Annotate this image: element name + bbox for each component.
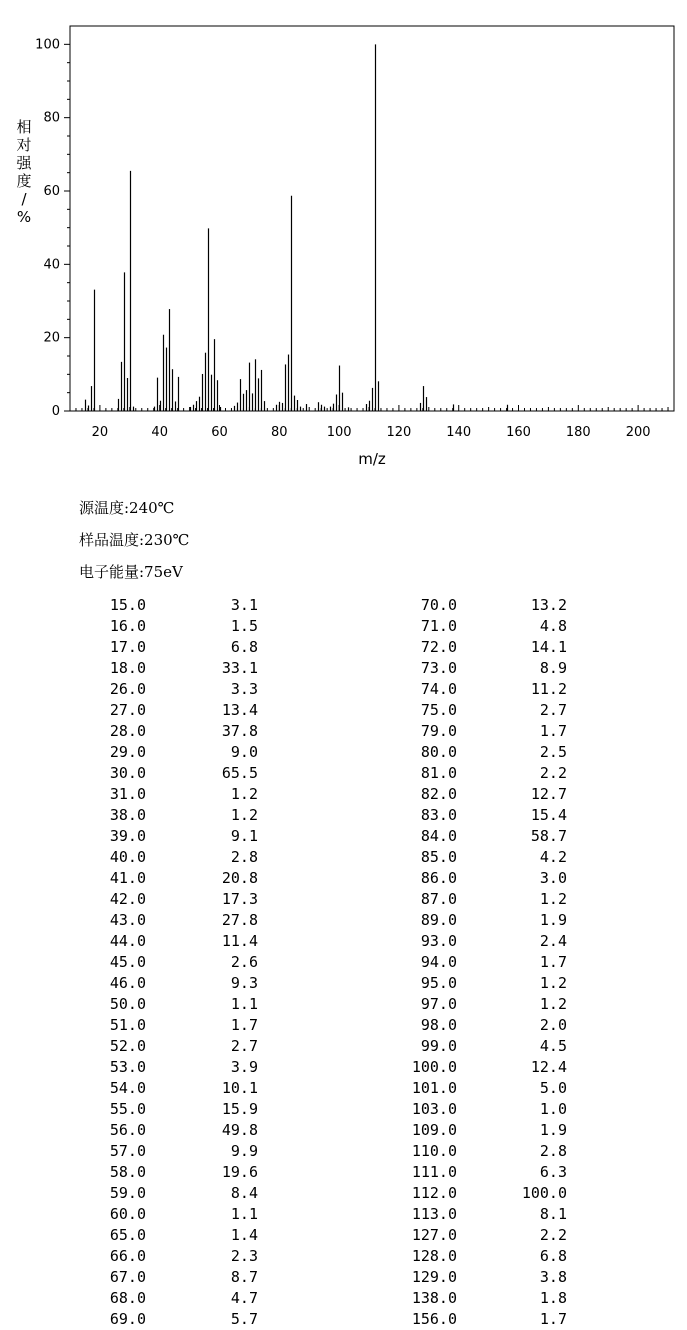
peak-mz: 41.0 (109, 869, 146, 887)
peak-mz: 156.0 (411, 1310, 457, 1328)
peak-abundance: 3.0 (539, 869, 567, 887)
peak-row (0, 1204, 687, 1225)
peak-abundance: 12.7 (530, 785, 567, 803)
peak-abundance: 17.3 (221, 890, 258, 908)
peak-abundance: 15.4 (530, 806, 567, 824)
peak-mz: 52.0 (109, 1037, 146, 1055)
peak-abundance: 33.1 (221, 659, 258, 677)
peak-mz: 53.0 (109, 1058, 146, 1076)
peak-row (0, 1267, 687, 1288)
peak-mz: 111.0 (411, 1163, 457, 1181)
peak-mz: 26.0 (109, 680, 146, 698)
peak-abundance: 6.8 (539, 1247, 567, 1265)
peak-row (0, 1057, 687, 1078)
peak-abundance: 6.8 (230, 638, 258, 656)
peak-mz: 71.0 (420, 617, 457, 635)
peak-mz: 69.0 (109, 1310, 146, 1328)
peak-mz: 44.0 (109, 932, 146, 950)
peak-mz: 46.0 (109, 974, 146, 992)
peak-abundance: 2.4 (539, 932, 567, 950)
y-axis-title (16, 118, 32, 226)
peak-abundance: 1.7 (539, 1310, 567, 1328)
peak-row (0, 952, 687, 973)
peak-abundance: 1.5 (230, 617, 258, 635)
peak-table-right (0, 595, 687, 1330)
x-tick-label: 40 (151, 425, 168, 440)
peak-mz: 93.0 (420, 932, 457, 950)
x-tick-label: 200 (625, 425, 651, 440)
peak-abundance: 1.9 (539, 1121, 567, 1139)
peak-abundance: 1.2 (230, 785, 258, 803)
peak-row (0, 973, 687, 994)
peak-row (0, 763, 687, 784)
peak-mz: 98.0 (420, 1016, 457, 1034)
sample-temperature: 样品温度:230℃ (79, 531, 190, 549)
peak-bars (86, 44, 508, 411)
peak-mz: 55.0 (109, 1100, 146, 1118)
y-axis (35, 37, 70, 419)
peak-mz: 127.0 (411, 1226, 457, 1244)
peak-mz: 81.0 (420, 764, 457, 782)
peak-abundance: 8.7 (230, 1268, 258, 1286)
peak-abundance: 2.8 (539, 1142, 567, 1160)
x-tick-label: 140 (446, 425, 472, 440)
peak-row (0, 616, 687, 637)
peak-mz: 109.0 (411, 1121, 457, 1139)
peak-row (0, 1141, 687, 1162)
peak-mz: 43.0 (109, 911, 146, 929)
peak-row (0, 826, 687, 847)
peak-mz: 51.0 (109, 1016, 146, 1034)
peak-abundance: 1.4 (230, 1226, 258, 1244)
peak-abundance: 100.0 (521, 1184, 567, 1202)
peak-abundance: 6.3 (539, 1163, 567, 1181)
peak-mz: 103.0 (411, 1100, 457, 1118)
y-axis-title-char: / (21, 190, 27, 208)
peak-abundance: 14.1 (530, 638, 567, 656)
peak-abundance: 2.8 (230, 848, 258, 866)
peak-mz: 94.0 (420, 953, 457, 971)
peak-mz: 75.0 (420, 701, 457, 719)
peak-row (0, 1099, 687, 1120)
peak-abundance: 58.7 (530, 827, 567, 845)
peak-mz: 113.0 (411, 1205, 457, 1223)
peak-abundance: 1.7 (539, 722, 567, 740)
mass-spectrum-chart (0, 0, 687, 480)
source-temperature: 源温度:240℃ (79, 499, 175, 517)
peak-mz: 68.0 (109, 1289, 146, 1307)
peak-abundance: 1.2 (539, 890, 567, 908)
peak-abundance: 19.6 (221, 1163, 258, 1181)
peak-abundance: 2.5 (539, 743, 567, 761)
peak-abundance: 2.2 (539, 1226, 567, 1244)
peak-row (0, 889, 687, 910)
peak-row (0, 1225, 687, 1246)
peak-row (0, 595, 687, 616)
peak-mz: 50.0 (109, 995, 146, 1013)
peak-row (0, 1078, 687, 1099)
peak-abundance: 1.1 (230, 1205, 258, 1223)
peak-mz: 31.0 (109, 785, 146, 803)
peak-mz: 42.0 (109, 890, 146, 908)
peak-abundance: 11.4 (221, 932, 258, 950)
peak-row (0, 1015, 687, 1036)
peak-mz: 112.0 (411, 1184, 457, 1202)
peak-abundance: 3.8 (539, 1268, 567, 1286)
y-tick-label: 80 (43, 110, 60, 126)
y-axis-title-char: % (16, 208, 32, 226)
peak-abundance: 1.9 (539, 911, 567, 929)
peak-mz: 45.0 (109, 953, 146, 971)
y-axis-title-char: 强 (16, 154, 32, 172)
peak-mz: 79.0 (420, 722, 457, 740)
x-tick-label: 180 (565, 425, 591, 440)
peak-mz: 56.0 (109, 1121, 146, 1139)
peak-mz: 87.0 (420, 890, 457, 908)
peak-mz: 15.0 (109, 596, 146, 614)
electron-energy: 电子能量:75eV (79, 563, 183, 581)
peak-mz: 73.0 (420, 659, 457, 677)
peak-row (0, 910, 687, 931)
peak-mz: 60.0 (109, 1205, 146, 1223)
peak-mz: 84.0 (420, 827, 457, 845)
peak-abundance: 4.8 (539, 617, 567, 635)
peak-mz: 67.0 (109, 1268, 146, 1286)
peak-mz: 89.0 (420, 911, 457, 929)
peak-abundance: 10.1 (221, 1079, 258, 1097)
peak-abundance: 2.3 (230, 1247, 258, 1265)
peak-mz: 29.0 (109, 743, 146, 761)
peak-abundance: 15.9 (221, 1100, 258, 1118)
peak-abundance: 1.0 (539, 1100, 567, 1118)
peak-abundance: 2.6 (230, 953, 258, 971)
peak-mz: 97.0 (420, 995, 457, 1013)
peak-mz: 38.0 (109, 806, 146, 824)
peak-mz: 65.0 (109, 1226, 146, 1244)
peak-abundance: 5.0 (539, 1079, 567, 1097)
peak-mz: 74.0 (420, 680, 457, 698)
peak-abundance: 8.4 (230, 1184, 258, 1202)
peak-abundance: 9.3 (230, 974, 258, 992)
peak-row (0, 679, 687, 700)
peak-mz: 40.0 (109, 848, 146, 866)
y-tick-label: 20 (43, 330, 60, 346)
peak-mz: 30.0 (109, 764, 146, 782)
peak-abundance: 3.1 (230, 596, 258, 614)
peak-abundance: 9.1 (230, 827, 258, 845)
peak-abundance: 1.7 (539, 953, 567, 971)
y-tick-label: 0 (51, 404, 60, 419)
peak-abundance: 49.8 (221, 1121, 258, 1139)
peak-mz: 18.0 (109, 659, 146, 677)
peak-row (0, 1246, 687, 1267)
peak-abundance: 8.9 (539, 659, 567, 677)
y-axis-title-char: 度 (16, 172, 32, 190)
peak-abundance: 11.2 (530, 680, 567, 698)
peak-abundance: 9.0 (230, 743, 258, 761)
peak-abundance: 3.9 (230, 1058, 258, 1076)
peak-abundance: 20.8 (221, 869, 258, 887)
y-axis-title-char: 对 (16, 136, 32, 154)
peak-abundance: 13.2 (530, 596, 567, 614)
peak-abundance: 5.7 (230, 1310, 258, 1328)
x-tick-label: 80 (271, 425, 288, 440)
peak-row (0, 1309, 687, 1330)
peak-mz: 72.0 (420, 638, 457, 656)
x-tick-label: 100 (326, 425, 352, 440)
x-tick-label: 60 (211, 425, 228, 440)
peak-mz: 101.0 (411, 1079, 457, 1097)
x-axis-title: m/z (358, 450, 386, 468)
peak-abundance: 1.1 (230, 995, 258, 1013)
peak-row (0, 784, 687, 805)
peak-mz: 54.0 (109, 1079, 146, 1097)
peak-row (0, 1036, 687, 1057)
peak-mz: 86.0 (420, 869, 457, 887)
peak-mz: 28.0 (109, 722, 146, 740)
x-tick-label: 160 (506, 425, 531, 440)
peak-abundance: 4.7 (230, 1289, 258, 1307)
y-axis-title-char: 相 (16, 118, 32, 136)
peak-mz: 16.0 (109, 617, 146, 635)
peak-abundance: 4.2 (539, 848, 567, 866)
peak-row (0, 994, 687, 1015)
peak-mz: 27.0 (109, 701, 146, 719)
peak-mz: 17.0 (109, 638, 146, 656)
peak-mz: 57.0 (109, 1142, 146, 1160)
y-tick-label: 40 (43, 257, 60, 273)
peak-row (0, 742, 687, 763)
peak-mz: 58.0 (109, 1163, 146, 1181)
peak-abundance: 1.2 (539, 995, 567, 1013)
peak-mz: 128.0 (411, 1247, 457, 1265)
peak-row (0, 1120, 687, 1141)
peak-abundance: 1.2 (230, 806, 258, 824)
peak-row (0, 658, 687, 679)
peak-abundance: 2.0 (539, 1016, 567, 1034)
peak-abundance: 12.4 (530, 1058, 567, 1076)
peak-row (0, 1183, 687, 1204)
peak-row (0, 847, 687, 868)
peak-mz: 83.0 (420, 806, 457, 824)
peak-abundance: 1.2 (539, 974, 567, 992)
x-tick-label: 120 (386, 425, 412, 440)
peak-mz: 39.0 (109, 827, 146, 845)
peak-mz: 138.0 (411, 1289, 457, 1307)
peak-mz: 85.0 (420, 848, 457, 866)
peak-abundance: 65.5 (221, 764, 258, 782)
peak-mz: 129.0 (411, 1268, 457, 1286)
peak-row (0, 805, 687, 826)
peak-row (0, 1162, 687, 1183)
y-tick-label: 60 (43, 184, 60, 199)
peak-abundance: 2.7 (539, 701, 567, 719)
y-tick-label: 100 (35, 37, 60, 53)
peak-abundance: 2.7 (230, 1037, 258, 1055)
peak-row (0, 700, 687, 721)
peak-mz: 95.0 (420, 974, 457, 992)
peak-mz: 70.0 (420, 596, 457, 614)
peak-row (0, 637, 687, 658)
peak-mz: 82.0 (420, 785, 457, 803)
peak-abundance: 8.1 (539, 1205, 567, 1223)
peak-row (0, 868, 687, 889)
peak-mz: 80.0 (420, 743, 457, 761)
peak-abundance: 2.2 (539, 764, 567, 782)
peak-abundance: 37.8 (221, 722, 258, 740)
peak-mz: 100.0 (411, 1058, 457, 1076)
peak-abundance: 1.7 (230, 1016, 258, 1034)
peak-row (0, 721, 687, 742)
peak-mz: 66.0 (109, 1247, 146, 1265)
peak-abundance: 3.3 (230, 680, 258, 698)
peak-mz: 99.0 (420, 1037, 457, 1055)
peak-abundance: 4.5 (539, 1037, 567, 1055)
peak-row (0, 1288, 687, 1309)
peak-abundance: 1.8 (539, 1289, 567, 1307)
peak-abundance: 27.8 (221, 911, 258, 929)
x-tick-label: 20 (91, 425, 109, 440)
peak-abundance: 13.4 (221, 701, 258, 719)
peak-mz: 110.0 (411, 1142, 457, 1160)
peak-mz: 59.0 (109, 1184, 146, 1202)
plot-frame (70, 26, 674, 411)
peak-abundance: 9.9 (230, 1142, 258, 1160)
peak-row (0, 931, 687, 952)
